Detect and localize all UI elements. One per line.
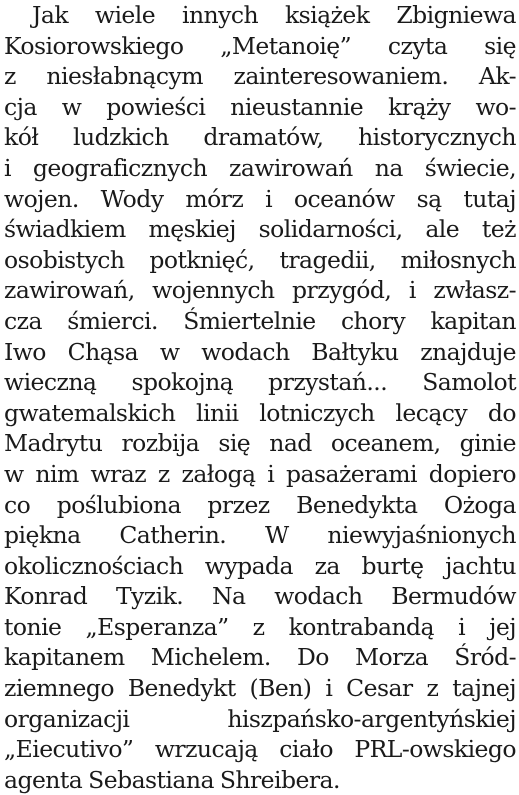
text-line: piękna Catherin. W niewyjaśnionych xyxy=(4,521,516,550)
text-line: wojen. Wody mórz i oceanów są tutaj xyxy=(4,184,516,213)
text-line: tonie „Esperanza” z kontrabandą i jej xyxy=(4,612,516,641)
text-line: organizacji hiszpańsko-argentyńskiej xyxy=(4,704,516,733)
text-line: cja w powieści nieustannie krąży wo- xyxy=(4,92,516,121)
text-line: z niesłabnącym zainteresowaniem. Ak- xyxy=(4,62,516,91)
text-line: agenta Sebastiana Shreibera. xyxy=(4,765,340,794)
text-line: Iwo Chąsa w wodach Bałtyku znajduje xyxy=(4,337,516,366)
text-line: „Eiecutivo” wrzucają ciało PRL-owskiego xyxy=(4,735,516,764)
text-line: co poślubiona przez Benedykta Ożoga xyxy=(4,490,516,519)
text-line: kapitanem Michelem. Do Morza Śród- xyxy=(4,643,516,672)
text-line: wieczną spokojną przystań... Samolot xyxy=(4,368,516,397)
text-line: cza śmierci. Śmiertelnie chory kapitan xyxy=(4,306,516,335)
text-line: Konrad Tyzik. Na wodach Bermudów xyxy=(4,582,516,611)
text-line: okolicznościach wypada za burtę jachtu xyxy=(4,551,516,580)
text-line: w nim wraz z załogą i pasażerami dopiero xyxy=(4,459,516,488)
text-line: gwatemalskich linii lotniczych lecący do xyxy=(4,398,516,427)
text-line: Jak wiele innych książek Zbigniewa xyxy=(32,1,516,29)
text-line: zawirowań, wojennych przygód, i zwłasz- xyxy=(4,276,516,305)
text-line: świadkiem męskiej solidarności, ale też xyxy=(4,215,516,244)
text-line: osobistych potknięć, tragedii, miłosnych xyxy=(4,245,516,274)
article-body xyxy=(4,0,516,794)
text-line: Kosiorowskiego „Metanoię” czyta się xyxy=(4,31,516,60)
text-line: Madrytu rozbija się nad oceanem, ginie xyxy=(4,429,516,458)
text-line: ziemnego Benedykt (Ben) i Cesar z tajnej xyxy=(4,674,516,703)
text-line: kół ludzkich dramatów, historycznych xyxy=(4,123,516,152)
text-line: i geograficznych zawirowań na świecie, xyxy=(4,153,516,182)
